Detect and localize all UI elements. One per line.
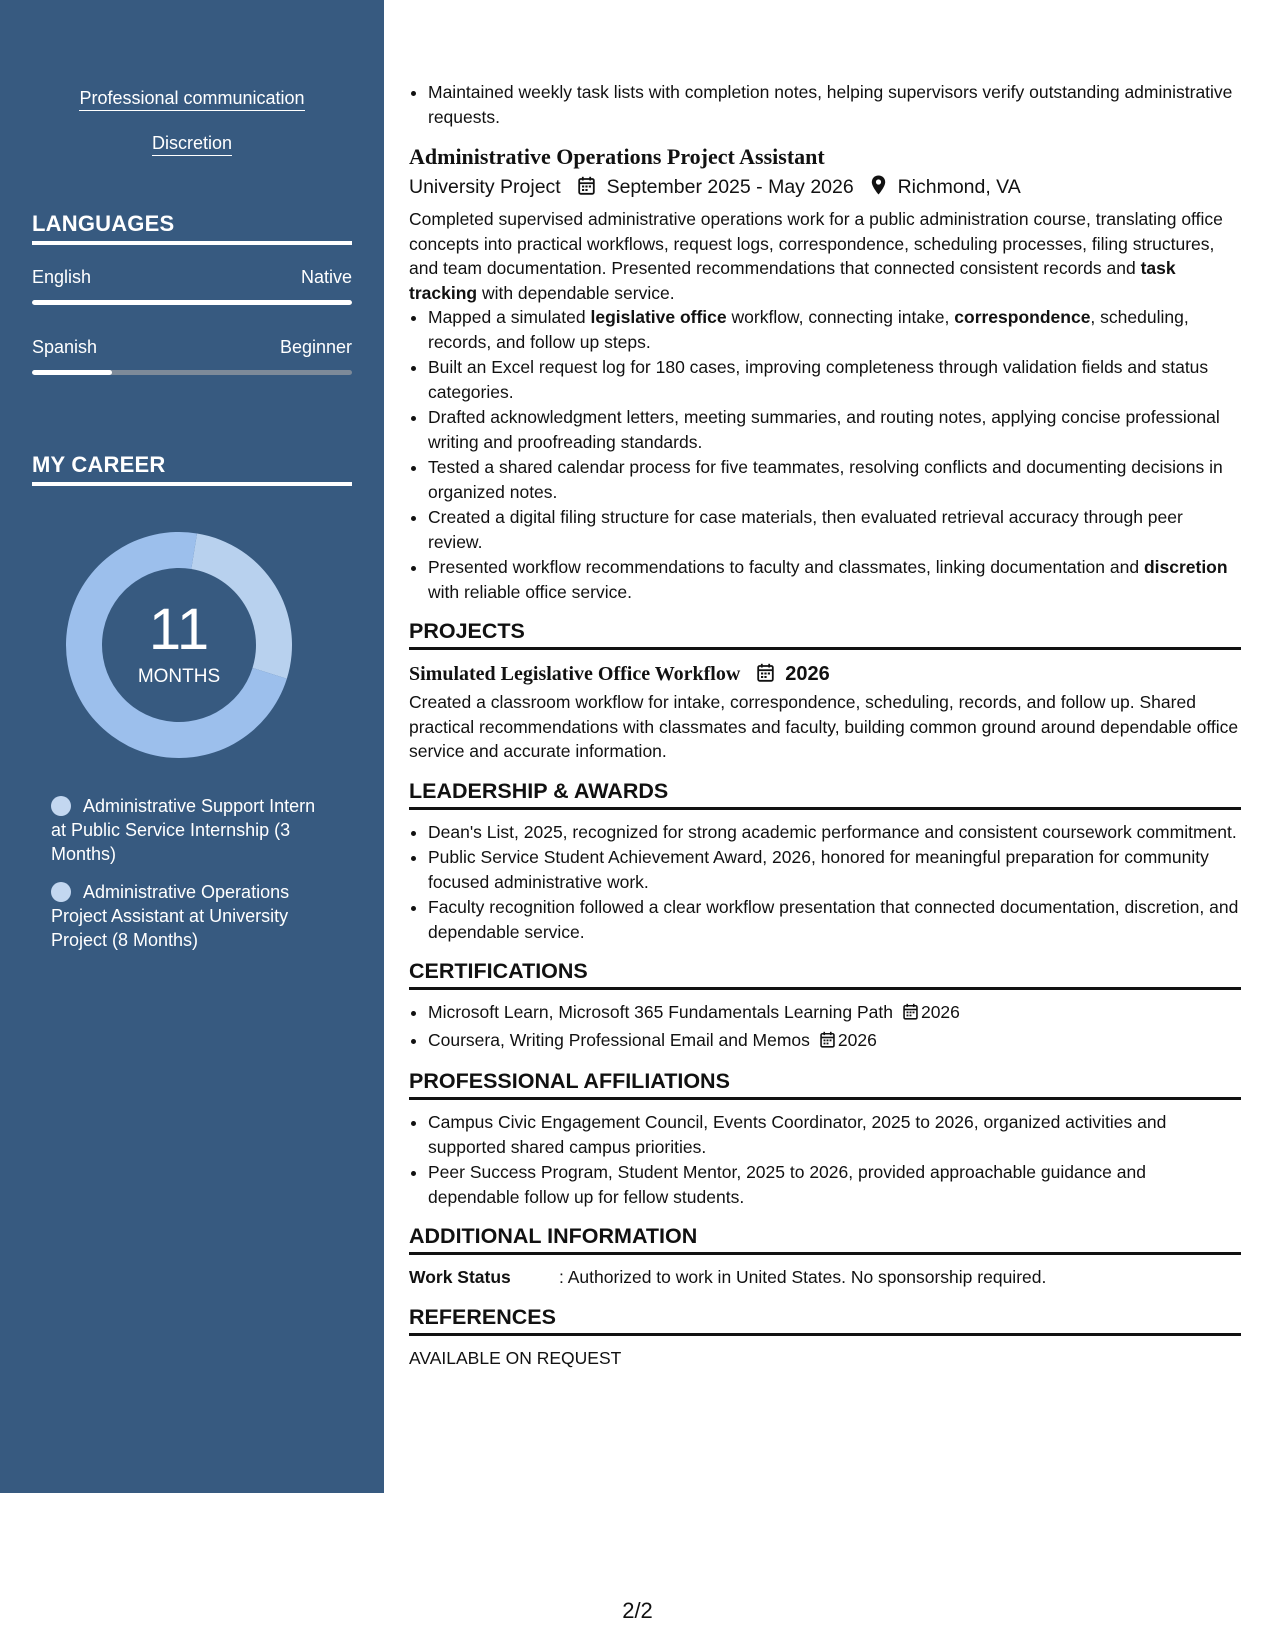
text-run: Presented workflow recommendations to faculty and classmates, linking documentation and [428,557,1144,577]
affiliation-item: • Campus Civic Engagement Council, Events Coordinator, 2025 to 2026, organized activities and supported shared campus priorities. [428,1110,1241,1159]
job-title: Administrative Operations Project Assistant [409,144,825,169]
language-proficiency-bar [32,300,352,305]
affiliations-list [409,1110,1241,1209]
award-item: • Faculty recognition followed a clear workflow presentation that connected documentation, discretion, and dependable service. [428,895,1241,944]
sidebar [0,0,384,1493]
page-number: 2/2 [622,1598,653,1623]
certifications-heading: CERTIFICATIONS [409,957,1241,990]
career-legend-item: Administrative Operations Project Assistant at University Project (8 Months) [51,882,290,950]
language-proficiency-bar [32,370,352,375]
calendar-icon [903,1002,918,1027]
text-run: , scheduling, records, and follow up steps. [428,307,1189,352]
text-run: with reliable office service. [428,581,632,602]
certifications-list [409,1000,1241,1054]
legend-dot-icon [51,796,71,816]
job-dates: September 2025 - May 2026 [606,176,854,198]
certification-year: 2026 [920,1002,960,1022]
certification-name: Microsoft Learn, Microsoft 365 Fundamentals Learning Path [428,1002,893,1022]
job-bullet [428,505,1241,554]
bullet-item: • Maintained weekly task lists with completion notes, helping supervisors verify outstanding administrative requests. [428,80,1241,129]
job-bullet [428,455,1241,504]
skill-item: Professional communication [0,88,384,111]
text-run: Drafted acknowledgment letters, meeting summaries, and routing notes, applying concise professional writing and proofreading standards. [428,407,1220,452]
leadership-list [409,820,1241,945]
job-bullet [428,405,1241,454]
leadership-heading: LEADERSHIP & AWARDS [409,777,1241,810]
job-summary [409,207,1241,305]
project-title: Simulated Legislative Office Workflow [409,663,741,685]
job-location: Richmond, VA [897,176,1021,198]
job-organization: University Project [409,176,561,198]
certification-item [428,1000,1241,1027]
certification-year: 2026 [837,1029,877,1050]
language-level: Native [300,267,352,287]
award-item: • Public Service Student Achievement Award, 2026, honored for meaningful preparation for community focused administrative work. [428,845,1241,894]
references-heading: REFERENCES [409,1303,1241,1336]
work-status-value: : Authorized to work in United States. No sponsorship required. [559,1267,1047,1287]
job-bullets [409,305,1241,604]
language-proficiency-fill [32,370,112,375]
calendar-icon [820,1030,835,1055]
text-run: Built an Excel request log for 180 cases, improving completeness through validation fields and status categories. [428,357,1209,402]
text-run: Mapped a simulated [428,307,591,327]
career-heading: MY CAREER [32,452,352,486]
text-run: Completed supervised administrative operations work for a public administration course, translating office concepts into practical workflows, request logs, correspondence, scheduling processes, filing structures, and team documentation. Presented recommendations that connected consistent records and [409,209,1223,278]
carryover-bullets [409,80,1241,129]
certification-name: Coursera, Writing Professional Email and Memos [428,1029,810,1050]
location-pin-icon [871,174,886,204]
job-bullet [428,555,1241,604]
language-name: Spanish [32,337,98,357]
bold-text: task tracking [409,258,1176,303]
text-run: workflow, connecting intake, [726,307,955,327]
certification-item [428,1028,1241,1055]
project-year: 2026 [785,663,830,685]
work-status-row [409,1265,1241,1290]
project-title-row [409,660,1241,690]
text-run: Created a digital filing structure for case materials, then evaluated retrieval accuracy through peer review. [428,507,1183,552]
language-proficiency-fill [32,300,352,305]
languages-heading: LANGUAGES [32,211,352,245]
projects-heading: PROJECTS [409,617,1241,650]
award-item: • Dean's List, 2025, recognized for strong academic performance and consistent coursework commitment. [428,820,1241,845]
references-text: AVAILABLE ON REQUEST [409,1347,622,1368]
calendar-icon [578,174,595,204]
bold-text: correspondence [954,307,1091,327]
bold-text: discretion [1143,557,1228,577]
job-meta [409,172,1241,204]
language-level: Beginner [279,337,352,357]
text-run: with dependable service. [477,282,675,303]
project-description: Created a classroom workflow for intake, correspondence, scheduling, records, and follow up. Shared practical recommendations with classmates and faculty, building common ground around dependable office service and accurate information. [409,692,1239,761]
career-total-unit: MONTHS [137,666,221,687]
additional-info-heading: ADDITIONAL INFORMATION [409,1222,1241,1255]
career-legend-item: Administrative Support Intern at Public Service Internship (3 Months) [51,796,316,864]
skill-item: Discretion [0,133,384,156]
bold-text: legislative office [590,307,727,327]
work-status-label: Work Status [409,1267,511,1287]
affiliation-item: • Peer Success Program, Student Mentor, 2025 to 2026, provided approachable guidance and dependable follow up for fellow students. [428,1160,1241,1209]
text-run: Tested a shared calendar process for five teammates, resolving conflicts and documenting decisions in organized notes. [428,457,1223,502]
language-name: English [32,267,92,287]
language-row [32,337,352,358]
main-content [409,80,1241,1370]
career-total-number: 11 [148,597,210,662]
affiliations-heading: PROFESSIONAL AFFILIATIONS [409,1067,1241,1100]
job-bullet [428,355,1241,404]
legend-dot-icon [51,882,71,902]
language-row [32,267,352,288]
calendar-icon [757,662,774,690]
job-bullet [428,305,1241,354]
